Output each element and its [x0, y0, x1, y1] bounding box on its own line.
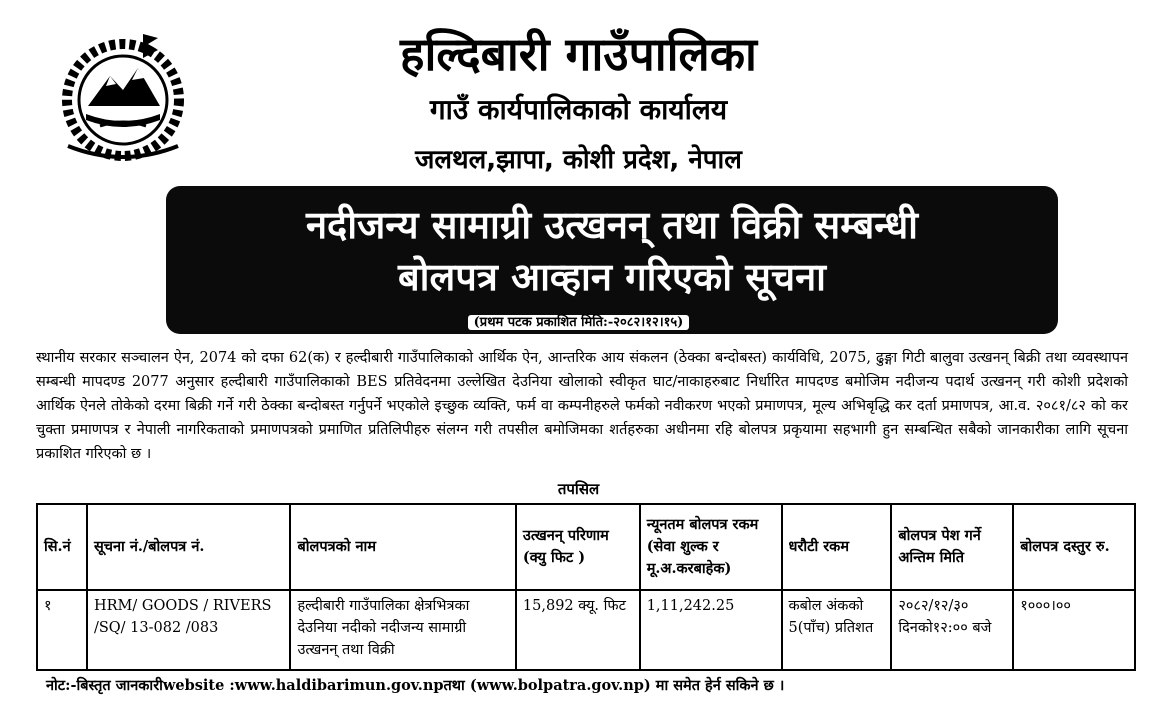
cell-bid-name: हल्दीबारी गाउँपालिका क्षेत्रभित्रका देउनिया नदीको नदीजन्य सामाग्री उत्खनन् तथा विक्री [290, 590, 515, 670]
banner-title-line1: नदीजन्य सामाग्री उत्खनन् तथा विक्री सम्बन्धी [305, 203, 919, 247]
col-header-quantity: उत्खनन् परिणाम (क्यु फिट ) [516, 504, 640, 590]
cell-deadline: २०८२/१२/३० दिनको१२:०० बजे [891, 590, 1013, 670]
col-header-bid-name: बोलपत्रको नाम [290, 504, 515, 590]
publish-date [0, 312, 1157, 330]
table-row [37, 590, 1135, 670]
notice-body: स्थानीय सरकार सञ्चालन ऐन, 2074 को दफा 62(क) र हल्दीबारी गाउँपालिकाको आर्थिक ऐन, आन्तरिक आय संकलन (ठेक्का बन्दोबस्त) कार्यविधि, 2075, ढुङ्गा गिटी बालुवा उत्खनन् बिक्री तथा व्यवस्थापन सम्बन्धी मापदण्ड 2077 अनुसार हल्दीबारी गाउँपालिकाको BES प्रतिवेदनमा उल्लेखित देउनिया खोलाको स्वीकृत घाट/नाकाहरुबाट निर्धारित मापदण्ड बमोजिम नदीजन्य पदार्थ उत्खनन् गरी कोशी प्रदेशको आर्थिक ऐनले तोकेको दरमा बिक्री गर्ने गरी ठेक्का बन्दोबस्त गर्नुपर्ने भएकोले इच्छुक व्यक्ति, फर्म वा कम्पनीहरुले फर्मको नवीकरण भएको प्रमाणपत्र, मूल्य अभिबृद्धि कर दर्ता प्रमाणपत्र, आ.व. २०८१/८२ को कर चुक्ता प्रमाणपत्र र नेपाली नागरिकताको प्रमाणपत्रको प्रमाणित प्रतिलिपीहरु संलग्न गरी तपसील बमोजिमका शर्तहरुका अधीनमा रहि बोलपत्र प्रकृयामा सहभागी हुन सम्बन्धित सबैको जानकारीका लागि सूचना प्रकाशित गरिएको छ । [36, 350, 1128, 462]
cell-notice-no: HRM/ GOODS / RIVERS /SQ/ 13-082 /083 [87, 590, 291, 670]
cell-quantity: 15,892 क्यू. फिट [516, 590, 640, 670]
col-header-sn: सि.नं [37, 504, 87, 590]
col-header-notice-no: सूचना नं./बोलपत्र नं. [87, 504, 291, 590]
schedule-title: तपसिल [557, 480, 600, 498]
cell-deposit: कबोल अंकको 5(पाँच) प्रतिशत [782, 590, 892, 670]
table-header-row [37, 504, 1135, 590]
cell-min-amount: 1,11,242.25 [640, 590, 782, 670]
col-header-fee: बोलपत्र दस्तुर रु. [1013, 504, 1135, 590]
col-header-deposit: धरौटी रकम [782, 504, 892, 590]
bid-table [36, 503, 1136, 671]
col-header-deadline: बोलपत्र पेश गर्ने अन्तिम मिति [891, 504, 1013, 590]
banner-title-line2: बोलपत्र आव्हान गरिएको सूचना [397, 255, 827, 299]
publish-date-text: (प्रथम पटक प्रकाशित मिति:-२०८२।१२।१५) [468, 315, 690, 330]
office-name: हल्दिबारी गाउँपालिका [400, 27, 757, 81]
cell-fee: १०००।०० [1013, 590, 1135, 670]
cell-sn: १ [37, 590, 87, 670]
office-address: जलथल,झापा, कोशी प्रदेश, नेपाल [415, 145, 742, 175]
website-note: नोट:-बिस्तृत जानकारीwebsite :www.haldibarimun.gov.npतथा (www.bolpatra.gov.np) मा समेत हेर्न सकिने छ । [46, 677, 785, 694]
col-header-min-amount: न्यूनतम बोलपत्र रकम (सेवा शुल्क र मू.अ.करबाहेक) [640, 504, 782, 590]
office-subtitle: गाउँ कार्यपालिकाको कार्यालय [429, 93, 728, 126]
